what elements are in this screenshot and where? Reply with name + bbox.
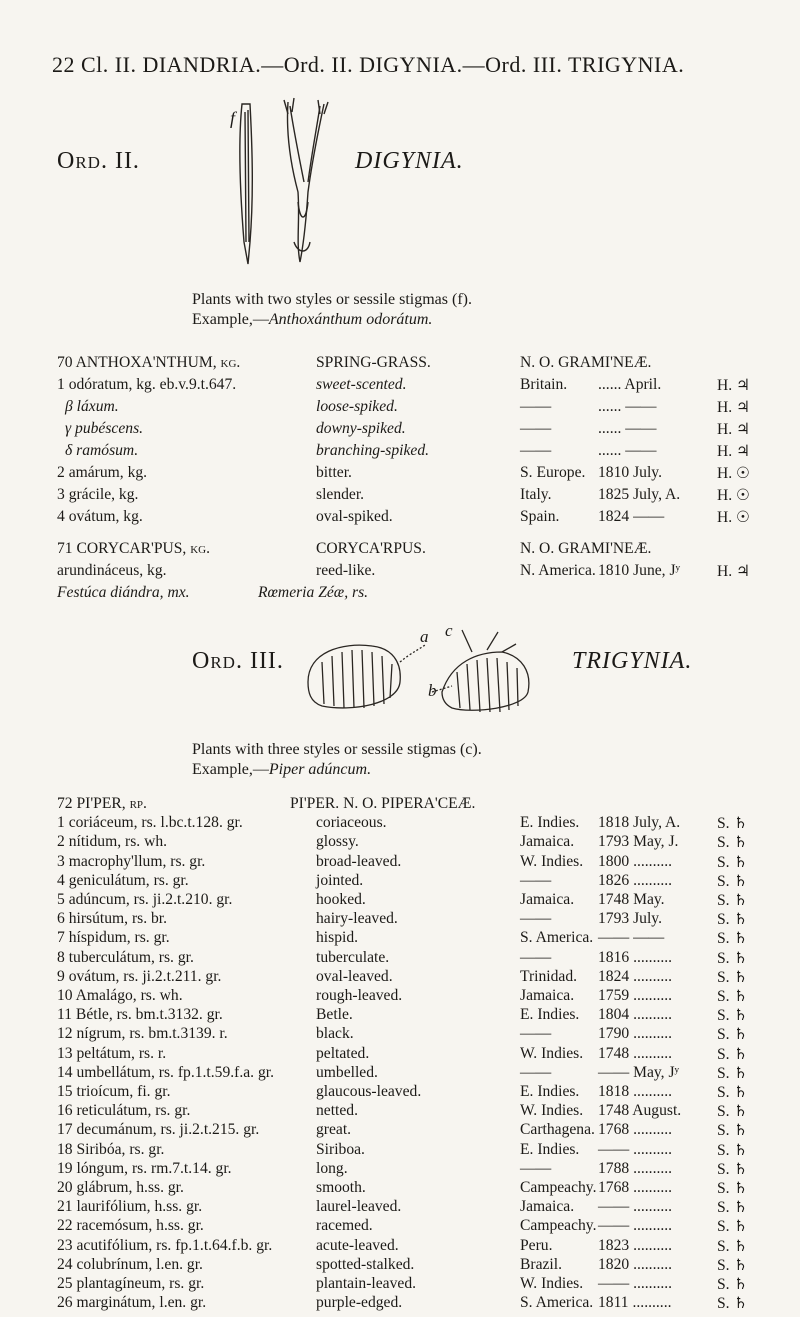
species-cell: 8 tuberculátum, rs. gr.	[57, 948, 194, 966]
habit-cell: H. ♃	[717, 421, 751, 438]
habit-cell: S. ♄	[717, 1122, 748, 1140]
introduced-date-cell: 1820 ..........	[598, 1255, 673, 1273]
english-name-cell: SPRING-GRASS.	[316, 354, 431, 371]
introduced-date-cell: 1824 ..........	[598, 967, 673, 985]
introduced-date-cell: —— ..........	[598, 1198, 673, 1216]
introduced-date-cell: ...... ——	[598, 420, 657, 437]
species-cell: 3 macrophy'llum, rs. gr.	[57, 852, 206, 870]
habit-cell: S. ♄	[717, 1218, 748, 1236]
native-country-cell: N. America.	[520, 562, 596, 579]
species-cell: Festúca diándra, mx.	[57, 584, 190, 601]
table-row	[0, 540, 800, 562]
native-country-cell: ——	[520, 1159, 552, 1177]
habit-cell: H. ☉	[717, 465, 751, 482]
english-name-cell: umbelled.	[316, 1063, 378, 1081]
native-country-cell: ——	[520, 948, 552, 966]
native-country-cell: W. Indies.	[520, 1275, 584, 1292]
table-row	[0, 420, 800, 442]
english-name-cell: jointed.	[316, 871, 364, 889]
species-cell: 7 híspidum, rs. gr.	[57, 929, 170, 947]
habit-cell: S. ♄	[717, 1103, 748, 1121]
introduced-date-cell: —— ..........	[598, 1275, 673, 1292]
fig-letter-c: c	[445, 622, 453, 640]
ord2-desc-example: Anthoxánthum odorátum.	[268, 311, 433, 328]
species-cell: 2 nítidum, rs. wh.	[57, 833, 168, 851]
species-cell: 19 lóngum, rs. rm.7.t.14. gr.	[57, 1159, 232, 1177]
native-country-cell: Jamaica.	[520, 833, 575, 851]
english-name-cell: downy-spiked.	[316, 420, 406, 437]
native-country-cell: ——	[520, 871, 552, 889]
fig-letter-f: f	[230, 108, 236, 128]
english-name-cell: glossy.	[316, 833, 359, 851]
species-cell: 16 reticulátum, rs. gr.	[57, 1102, 191, 1120]
introduced-date-cell: 1768 ..........	[598, 1179, 673, 1196]
english-name-cell: purple-edged.	[316, 1294, 403, 1312]
habit-cell: H. ♃	[717, 563, 751, 580]
habit-cell: S. ♄	[717, 1256, 748, 1274]
native-country-cell: E. Indies.	[520, 1083, 580, 1100]
species-cell: δ ramósum.	[65, 442, 139, 459]
native-country-cell: E. Indies.	[520, 1006, 580, 1024]
habit-cell: S. ♄	[717, 815, 748, 833]
table-row	[0, 398, 800, 420]
english-name-cell: Betle.	[316, 1006, 353, 1024]
introduced-date-cell: 1825 July, A.	[598, 486, 681, 503]
table-row	[0, 354, 800, 376]
english-name-cell: PI'PER. N. O. PIPERA'CEÆ.	[290, 795, 476, 812]
table-row	[0, 442, 800, 464]
table-row	[0, 584, 800, 606]
english-name-cell: oval-leaved.	[316, 967, 393, 985]
table-row	[0, 486, 800, 508]
native-country-cell: ——	[520, 442, 552, 459]
table-row	[0, 1294, 800, 1316]
habit-cell: H. ♃	[717, 377, 751, 394]
english-name-cell: Rœmeria Zéæ, rs.	[258, 584, 369, 601]
native-country-cell: Carthagena.	[520, 1121, 595, 1139]
habit-cell: S. ♄	[717, 930, 748, 948]
introduced-date-cell: 1748 August.	[598, 1102, 682, 1120]
table-row	[0, 562, 800, 584]
native-country-cell: Trinidad.	[520, 967, 578, 985]
habit-cell: S. ♄	[717, 1007, 748, 1025]
introduced-date-cell: —— ..........	[598, 1140, 673, 1158]
native-country-cell: Jamaica.	[520, 1198, 575, 1216]
species-cell: 5 adúncum, rs. ji.2.t.210. gr.	[57, 891, 233, 908]
native-country-cell: ——	[520, 1025, 552, 1043]
species-cell: 9 ovátum, rs. ji.2.t.211. gr.	[57, 967, 222, 985]
english-name-cell: smooth.	[316, 1179, 366, 1196]
introduced-date-cell: ...... April.	[598, 376, 662, 393]
native-country-cell: S. Europe.	[520, 464, 586, 481]
habit-cell: H. ♃	[717, 399, 751, 416]
english-name-cell: plantain-leaved.	[316, 1275, 417, 1292]
species-cell: 4 geniculátum, rs. gr.	[57, 871, 189, 889]
introduced-date-cell: 1793 May, J.	[598, 833, 679, 851]
species-cell: 4 ovátum, kg.	[57, 508, 143, 525]
species-cell: 6 hirsútum, rs. br.	[57, 910, 168, 928]
introduced-date-cell: 1818 July, A.	[598, 814, 681, 832]
english-name-cell: black.	[316, 1025, 354, 1043]
species-cell: 21 laurifólium, h.ss. gr.	[57, 1198, 203, 1216]
introduced-date-cell: 1768 ..........	[598, 1121, 673, 1139]
english-name-cell: racemed.	[316, 1217, 373, 1235]
english-name-cell: branching-spiked.	[316, 442, 430, 459]
habit-cell: S. ♄	[717, 1064, 748, 1082]
introduced-date-cell: 1790 ..........	[598, 1025, 673, 1043]
table-row	[0, 464, 800, 486]
english-name-cell: slender.	[316, 486, 365, 503]
habit-cell: S. ♄	[717, 1180, 748, 1197]
english-name-cell: netted.	[316, 1102, 358, 1120]
english-name-cell: broad-leaved.	[316, 852, 402, 870]
introduced-date-cell: 1818 ..........	[598, 1083, 673, 1100]
native-country-cell: S. America.	[520, 929, 594, 947]
introduced-date-cell: —— May, Jʸ	[598, 1063, 680, 1081]
introduced-date-cell: 1748 ..........	[598, 1044, 673, 1062]
native-country-cell: Campeachy.	[520, 1217, 597, 1235]
native-country-cell: ——	[520, 1063, 552, 1081]
habit-cell: S. ♄	[717, 1026, 748, 1044]
ord2-desc-line1: Plants with two styles or sessile stigmas (f).	[192, 291, 472, 308]
species-cell: γ pubéscens.	[65, 420, 144, 437]
ord3-desc-prefix: Example,—	[192, 761, 269, 778]
native-country-cell: ——	[520, 420, 552, 437]
ord2-name: DIGYNIA.	[355, 148, 464, 174]
ord2-desc-prefix: Example,—	[192, 311, 269, 328]
native-country-cell: Italy.	[520, 486, 552, 503]
species-cell: 1 coriáceum, rs. l.bc.t.128. gr.	[57, 814, 243, 832]
english-name-cell: glaucous-leaved.	[316, 1083, 422, 1100]
english-name-cell: laurel-leaved.	[316, 1198, 402, 1216]
native-country-cell: E. Indies.	[520, 814, 580, 832]
native-country-cell: Brazil.	[520, 1255, 562, 1273]
introduced-date-cell: 1793 July.	[598, 910, 662, 928]
species-cell: 22 racemósum, h.ss. gr.	[57, 1217, 204, 1235]
native-country-cell: W. Indies.	[520, 1102, 584, 1120]
habit-cell: S. ♄	[717, 892, 748, 909]
species-cell: 72 PI'PER, rp.	[57, 795, 147, 812]
native-country-cell: W. Indies.	[520, 1044, 584, 1062]
introduced-date-cell: 1816 ..........	[598, 948, 673, 966]
species-cell: 23 acutifólium, rs. fp.1.t.64.f.b. gr.	[57, 1236, 273, 1254]
introduced-date-cell: 1811 ..........	[598, 1294, 672, 1312]
header-title: Cl. II. DIANDRIA.—Ord. II. DIGYNIA.—Ord. III. TRIGYNIA.	[81, 52, 685, 77]
english-name-cell: bitter.	[316, 464, 352, 481]
ord3-desc-example: Piper adúncum.	[268, 761, 372, 778]
native-country-cell: N. O. GRAMI'NEÆ.	[520, 354, 652, 371]
introduced-date-cell: 1800 ..........	[598, 852, 673, 870]
english-name-cell: hispid.	[316, 929, 359, 947]
species-cell: β láxum.	[65, 398, 119, 415]
species-cell: 26 marginátum, l.en. gr.	[57, 1294, 207, 1312]
habit-cell: S. ♄	[717, 949, 748, 967]
native-country-cell: Britain.	[520, 376, 568, 393]
native-country-cell: E. Indies.	[520, 1140, 580, 1158]
ord3-desc-line1: Plants with three styles or sessile stigmas (c).	[192, 741, 482, 758]
species-cell: 17 decumánum, rs. ji.2.t.215. gr.	[57, 1121, 260, 1139]
habit-cell: S. ♄	[717, 1160, 748, 1178]
species-cell: arundináceus, kg.	[57, 562, 167, 579]
table-row	[0, 508, 800, 530]
english-name-cell: coriaceous.	[316, 814, 387, 832]
ord3-description	[192, 740, 482, 780]
habit-cell: S. ♄	[717, 1237, 748, 1255]
habit-cell: S. ♄	[717, 1295, 748, 1313]
ord2-description	[192, 290, 472, 330]
habit-cell: S. ♄	[717, 1141, 748, 1159]
species-cell: 24 colubrínum, l.en. gr.	[57, 1255, 203, 1273]
native-country-cell: Jamaica.	[520, 891, 575, 908]
introduced-date-cell: 1824 ——	[598, 508, 665, 525]
species-cell: 15 trioícum, fi. gr.	[57, 1083, 171, 1100]
habit-cell: S. ♄	[717, 968, 748, 986]
introduced-date-cell: 1810 July.	[598, 464, 662, 481]
introduced-date-cell: 1788 ..........	[598, 1159, 673, 1177]
english-name-cell: loose-spiked.	[316, 398, 398, 415]
header-text: 22	[52, 52, 75, 77]
native-country-cell: S. America.	[520, 1294, 594, 1312]
species-cell: 20 glábrum, h.ss. gr.	[57, 1179, 184, 1196]
english-name-cell: spotted-stalked.	[316, 1255, 415, 1273]
ord3-name: TRIGYNIA.	[572, 648, 693, 674]
fig-letter-a: a	[420, 627, 429, 646]
english-name-cell: sweet-scented.	[316, 376, 407, 393]
english-name-cell: long.	[316, 1159, 348, 1177]
species-cell: 25 plantagíneum, rs. gr.	[57, 1275, 205, 1292]
species-cell: 3 grácile, kg.	[57, 486, 139, 503]
habit-cell: S. ♄	[717, 834, 748, 852]
introduced-date-cell: —— ——	[598, 929, 665, 947]
introduced-date-cell: 1826 ..........	[598, 871, 673, 889]
native-country-cell: ——	[520, 398, 552, 415]
english-name-cell: Siriboa.	[316, 1140, 365, 1158]
fig-letter-b: b	[428, 681, 437, 700]
introduced-date-cell: 1804 ..........	[598, 1006, 673, 1024]
digynia-flower-illustration	[228, 92, 338, 270]
introduced-date-cell: ...... ——	[598, 442, 657, 459]
species-cell: 11 Bétle, rs. bm.t.3132. gr.	[57, 1006, 223, 1024]
native-country-cell: ——	[520, 910, 552, 928]
native-country-cell: Jamaica.	[520, 987, 575, 1004]
species-cell: 10 Amalágo, rs. wh.	[57, 987, 183, 1004]
species-cell: 13 peltátum, rs. r.	[57, 1044, 167, 1062]
habit-cell: S. ♄	[717, 1199, 748, 1217]
species-cell: 1 odóratum, kg. eb.v.9.t.647.	[57, 376, 237, 393]
english-name-cell: reed-like.	[316, 562, 376, 579]
habit-cell: H. ☉	[717, 487, 751, 504]
habit-cell: S. ♄	[717, 853, 748, 871]
introduced-date-cell: 1810 June, Jʸ	[598, 562, 681, 579]
introduced-date-cell: 1759 ..........	[598, 987, 673, 1004]
english-name-cell: great.	[316, 1121, 352, 1139]
english-name-cell: CORYCA'RPUS.	[316, 540, 426, 557]
habit-cell: S. ♄	[717, 1084, 748, 1101]
native-country-cell: Campeachy.	[520, 1179, 597, 1196]
species-cell: 12 nígrum, rs. bm.t.3139. r.	[57, 1025, 228, 1043]
habit-cell: H. ♃	[717, 443, 751, 460]
ord3-label: Ord. III.	[192, 648, 284, 674]
habit-cell: S. ♄	[717, 1045, 748, 1063]
native-country-cell: Spain.	[520, 508, 560, 525]
introduced-date-cell: ...... ——	[598, 398, 657, 415]
native-country-cell: N. O. GRAMI'NEÆ.	[520, 540, 652, 557]
habit-cell: H. ☉	[717, 509, 751, 526]
english-name-cell: peltated.	[316, 1044, 370, 1062]
introduced-date-cell: 1748 May.	[598, 891, 665, 908]
habit-cell: S. ♄	[717, 1276, 748, 1293]
english-name-cell: acute-leaved.	[316, 1236, 399, 1254]
species-cell: 14 umbellátum, rs. fp.1.t.59.f.a. gr.	[57, 1063, 274, 1081]
species-cell: 18 Siribóa, rs. gr.	[57, 1140, 165, 1158]
table-row	[0, 376, 800, 398]
native-country-cell: Peru.	[520, 1236, 553, 1254]
species-cell: 2 amárum, kg.	[57, 464, 148, 481]
introduced-date-cell: 1823 ..........	[598, 1236, 673, 1254]
habit-cell: S. ♄	[717, 911, 748, 929]
habit-cell: S. ♄	[717, 988, 748, 1005]
trigynia-flower-illustration	[302, 622, 552, 716]
introduced-date-cell: —— ..........	[598, 1217, 673, 1235]
native-country-cell: W. Indies.	[520, 852, 584, 870]
species-cell: 71 CORYCAR'PUS, kg.	[57, 540, 211, 557]
english-name-cell: oval-spiked.	[316, 508, 393, 525]
species-cell: 70 ANTHOXA'NTHUM, kg.	[57, 354, 241, 371]
habit-cell: S. ♄	[717, 872, 748, 890]
english-name-cell: tuberculate.	[316, 948, 390, 966]
english-name-cell: hairy-leaved.	[316, 910, 398, 928]
english-name-cell: rough-leaved.	[316, 987, 403, 1004]
english-name-cell: hooked.	[316, 891, 366, 908]
ord2-label: Ord. II.	[57, 148, 140, 174]
page-header	[52, 52, 752, 78]
